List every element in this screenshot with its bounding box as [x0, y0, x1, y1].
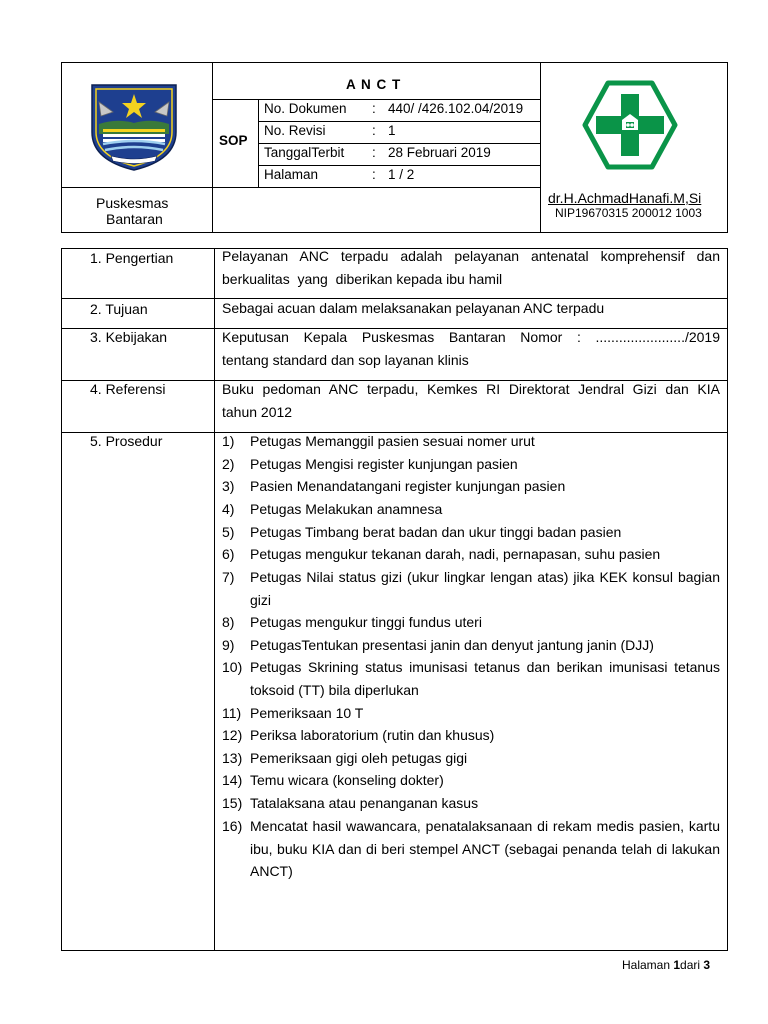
list-item: 12) Periksa laboratorium (rutin dan khusus): [222, 727, 495, 743]
list-item: 1) Petugas Memanggil pasien sesuai nomer urut: [222, 433, 535, 449]
footer-page: 1: [673, 958, 681, 972]
footer-total: 3: [703, 958, 711, 972]
document-title: A N C T: [346, 77, 402, 92]
list-item: 16) Mencatat hasil wawancara, penatalaksanaan di rekam medis pasien, kartu ibu, buku KIA dan di beri stempel ANCT (sebagai penanda telah di lakukan ANCT): [222, 818, 720, 880]
field-sep: :: [372, 167, 376, 182]
field-value-halaman: 1 / 2: [388, 167, 415, 182]
referensi-line1: Buku pedoman ANC terpadu, Kemkes RI Direktorat Jendral Gizi dan KIA: [222, 381, 720, 397]
page-footer: [622, 957, 710, 973]
list-item: 2) Petugas Mengisi register kunjungan pasien: [222, 456, 518, 472]
row-label-tujuan: 2. Tujuan: [90, 301, 148, 317]
signer-nip: NIP19670315 200012 1003: [555, 206, 702, 220]
row-label-pengertian: 1. Pengertian: [90, 250, 174, 266]
list-item: 3) Pasien Menandatangani register kunjungan pasien: [222, 478, 566, 494]
field-sep: :: [372, 145, 376, 160]
list-item: 5) Petugas Timbang berat badan dan ukur tinggi badan pasien: [222, 524, 622, 540]
row-label-referensi: 4. Referensi: [90, 381, 166, 397]
field-label-no-revisi: No. Revisi: [264, 123, 326, 138]
list-item: 15) Tatalaksana atau penanganan kasus: [222, 795, 479, 811]
row-label-kebijakan: 3. Kebijakan: [90, 329, 168, 345]
list-item: 9) PetugasTentukan presentasi janin dan denyut jantung janin (DJJ): [222, 637, 654, 653]
field-value-no-revisi: 1: [388, 123, 396, 138]
row-label-prosedur: 5. Prosedur: [90, 433, 163, 449]
field-sep: :: [372, 101, 376, 116]
field-label-tanggal-terbit: TanggalTerbit: [264, 145, 345, 160]
list-item: 14) Temu wicara (konseling dokter): [222, 772, 444, 788]
signer-name: dr.H.AchmadHanafi.M,Si: [548, 190, 702, 206]
footer-mid: dari: [680, 958, 704, 972]
field-value-no-dokumen: 440/ /426.102.04/2019: [388, 101, 524, 116]
referensi-line2: tahun 2012: [222, 404, 293, 420]
org-name-line2: Bantaran: [106, 211, 163, 227]
list-item: 11) Pemeriksaan 10 T: [222, 705, 364, 721]
list-item: 10) Petugas Skrining status imunisasi tetanus dan berikan imunisasi tetanus toksoid (TT) bila diperlukan: [222, 659, 720, 698]
org-name-line1: Puskesmas: [96, 195, 169, 211]
list-item: 7) Petugas Nilai status gizi (ukur lingkar lengan atas) jika KEK konsul bagian gizi: [222, 569, 720, 608]
footer-prefix: Halaman: [622, 958, 674, 972]
list-item: 8) Petugas mengukur tinggi fundus uteri: [222, 614, 482, 630]
puskesmas-logo: [582, 80, 678, 170]
pengertian-line1: Pelayanan ANC terpadu adalah pelayanan antenatal komprehensif dan: [222, 248, 720, 264]
list-item: 4) Petugas Melakukan anamnesa: [222, 501, 443, 517]
kebijakan-line1: Keputusan Kepala Puskesmas Bantaran Nomor : ......................./2019: [222, 329, 720, 345]
regency-crest-logo: [89, 82, 179, 172]
list-item: 6) Petugas mengukur tekanan darah, nadi, pernapasan, suhu pasien: [222, 546, 661, 562]
sop-label: SOP: [219, 133, 248, 148]
list-item: 13) Pemeriksaan gigi oleh petugas gigi: [222, 750, 468, 766]
kebijakan-line2: tentang standard dan sop layanan klinis: [222, 352, 469, 368]
field-value-tanggal-terbit: 28 Februari 2019: [388, 145, 491, 160]
pengertian-line2: berkualitas yang diberikan kepada ibu hamil: [222, 271, 503, 287]
tujuan-text: Sebagai acuan dalam melaksanakan pelayanan ANC terpadu: [222, 300, 605, 316]
field-sep: :: [372, 123, 376, 138]
field-label-halaman: Halaman: [264, 167, 319, 182]
field-label-no-dokumen: No. Dokumen: [264, 101, 347, 116]
